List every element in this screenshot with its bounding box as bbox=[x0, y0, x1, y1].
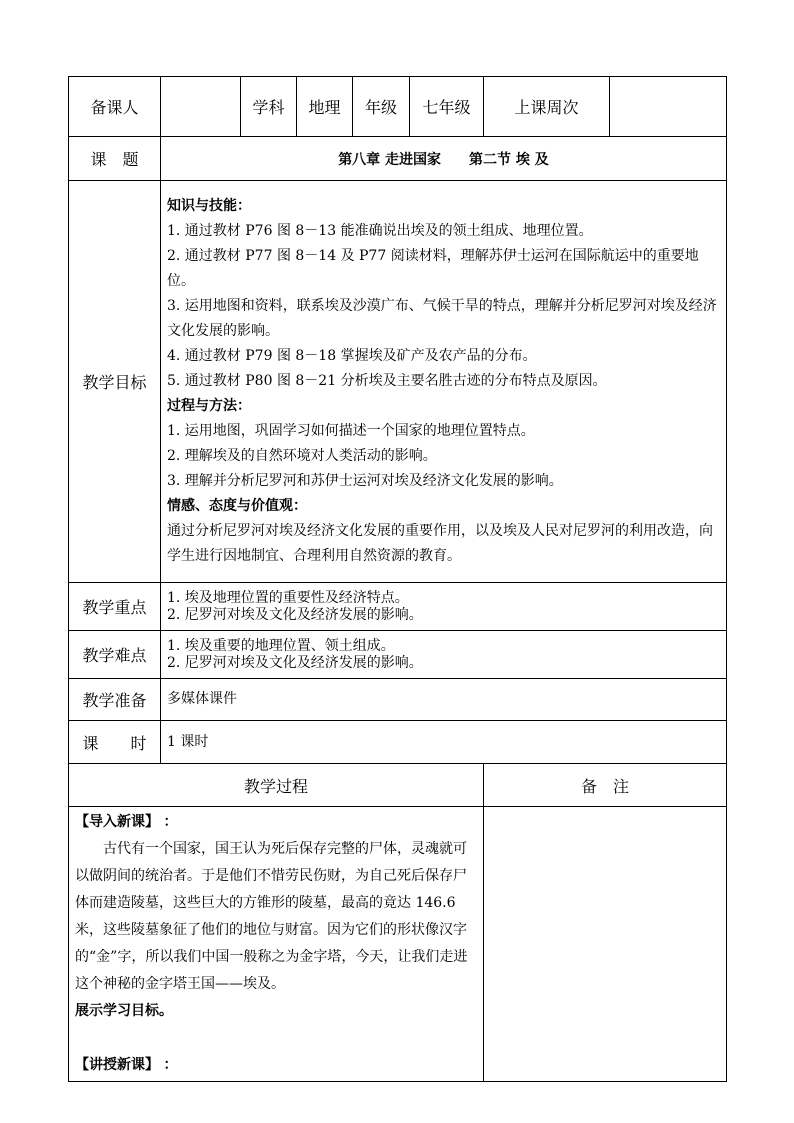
key-points-label: 教学重点 bbox=[69, 583, 161, 631]
process-header-row bbox=[69, 764, 727, 807]
hours-label: 课 时 bbox=[69, 721, 161, 764]
prep-value: 多媒体课件 bbox=[161, 679, 727, 721]
notes-content bbox=[484, 807, 727, 1082]
attitude-heading: 情感、态度与价值观： bbox=[167, 498, 307, 514]
topic-value: 第八章 走进国家 第二节 埃 及 bbox=[161, 137, 727, 181]
key-points-row bbox=[69, 583, 727, 631]
header-row bbox=[69, 77, 727, 137]
process-label: 教学过程 bbox=[69, 764, 484, 807]
notes-label: 备 注 bbox=[484, 764, 727, 807]
knowledge-item: 4. 通过教材 P79 图 8－18 掌握埃及矿产及农产品的分布。 bbox=[167, 348, 537, 364]
subject-label: 学科 bbox=[241, 77, 297, 137]
key-points-content bbox=[161, 583, 727, 631]
week-label: 上课周次 bbox=[484, 77, 610, 137]
blank-line bbox=[75, 1025, 477, 1052]
hours-value: 1 课时 bbox=[161, 721, 727, 764]
attitude-item: 通过分析尼罗河对埃及经济文化发展的重要作用，以及埃及人民对尼罗河的利用改造，向学生进行因地制宜、合理利用自然资源的教育。 bbox=[167, 523, 713, 564]
goals-content bbox=[161, 181, 727, 583]
intro-paragraph: 古代有一个国家，国王认为死后保存完整的尸体，灵魂就可以做阴间的统治者。于是他们不惜劳民伤财，为自己死后保存尸体而建造陵墓，这些巨大的方锥形的陵墓，最高的竟达 146.6 米，这些陵墓象征了他们的地位与财富。因为它们的形状像汉字的“金”字，所以我们中国一般称之为金字塔，今天，让我们走进这个神秘的金字塔王国——埃及。 bbox=[75, 841, 468, 992]
knowledge-item: 3. 运用地图和资料，联系埃及沙漠广布、气候干旱的特点，理解并分析尼罗河对埃及经济文化发展的影响。 bbox=[167, 298, 717, 339]
subject-value: 地理 bbox=[297, 77, 353, 137]
topic-label: 课 题 bbox=[69, 137, 161, 181]
process-method-item: 2. 理解埃及的自然环境对人类活动的影响。 bbox=[167, 448, 437, 464]
grade-label: 年级 bbox=[353, 77, 410, 137]
hours-row bbox=[69, 721, 727, 764]
show-goals-text: 展示学习目标。 bbox=[75, 1003, 173, 1019]
difficult-points-row bbox=[69, 631, 727, 679]
knowledge-item: 2. 通过教材 P77 图 8－14 及 P77 阅读材料，理解苏伊士运河在国际航运中的重要地位。 bbox=[167, 248, 699, 289]
prep-row bbox=[69, 679, 727, 721]
process-method-item: 3. 理解并分析尼罗河和苏伊士运河对埃及经济文化发展的影响。 bbox=[167, 473, 563, 489]
difficult-point-item: 1. 埃及重要的地理位置、领土组成。 bbox=[167, 638, 395, 654]
preparer-label: 备课人 bbox=[69, 77, 161, 137]
intro-colon: ： bbox=[163, 814, 178, 830]
knowledge-heading: 知识与技能： bbox=[167, 198, 251, 214]
process-body-row bbox=[69, 807, 727, 1082]
knowledge-item: 5. 通过教材 P80 图 8－21 分析埃及主要名胜古迹的分布特点及原因。 bbox=[167, 373, 607, 389]
process-method-heading: 过程与方法： bbox=[167, 398, 251, 414]
intro-heading: 【导入新课】 bbox=[75, 814, 159, 830]
prep-label: 教学准备 bbox=[69, 679, 161, 721]
lesson-plan bbox=[68, 76, 726, 1082]
difficult-point-item: 2. 尼罗河对埃及文化及经济发展的影响。 bbox=[167, 655, 423, 671]
difficult-points-content bbox=[161, 631, 727, 679]
key-point-item: 2. 尼罗河对埃及文化及经济发展的影响。 bbox=[167, 607, 423, 623]
lesson-plan-table bbox=[68, 76, 727, 1082]
teach-heading: 【讲授新课】 bbox=[75, 1057, 159, 1073]
week-value bbox=[610, 77, 727, 137]
teach-colon: ： bbox=[163, 1057, 178, 1073]
process-content bbox=[69, 807, 484, 1082]
process-method-item: 1. 运用地图，巩固学习如何描述一个国家的地理位置特点。 bbox=[167, 423, 535, 439]
goals-label: 教学目标 bbox=[69, 181, 161, 583]
preparer-value bbox=[161, 77, 241, 137]
key-point-item: 1. 埃及地理位置的重要性及经济特点。 bbox=[167, 590, 409, 606]
grade-value: 七年级 bbox=[410, 77, 484, 137]
topic-row bbox=[69, 137, 727, 181]
goals-row bbox=[69, 181, 727, 583]
difficult-points-label: 教学难点 bbox=[69, 631, 161, 679]
knowledge-item: 1. 通过教材 P76 图 8－13 能准确说出埃及的领土组成、地理位置。 bbox=[167, 223, 593, 239]
